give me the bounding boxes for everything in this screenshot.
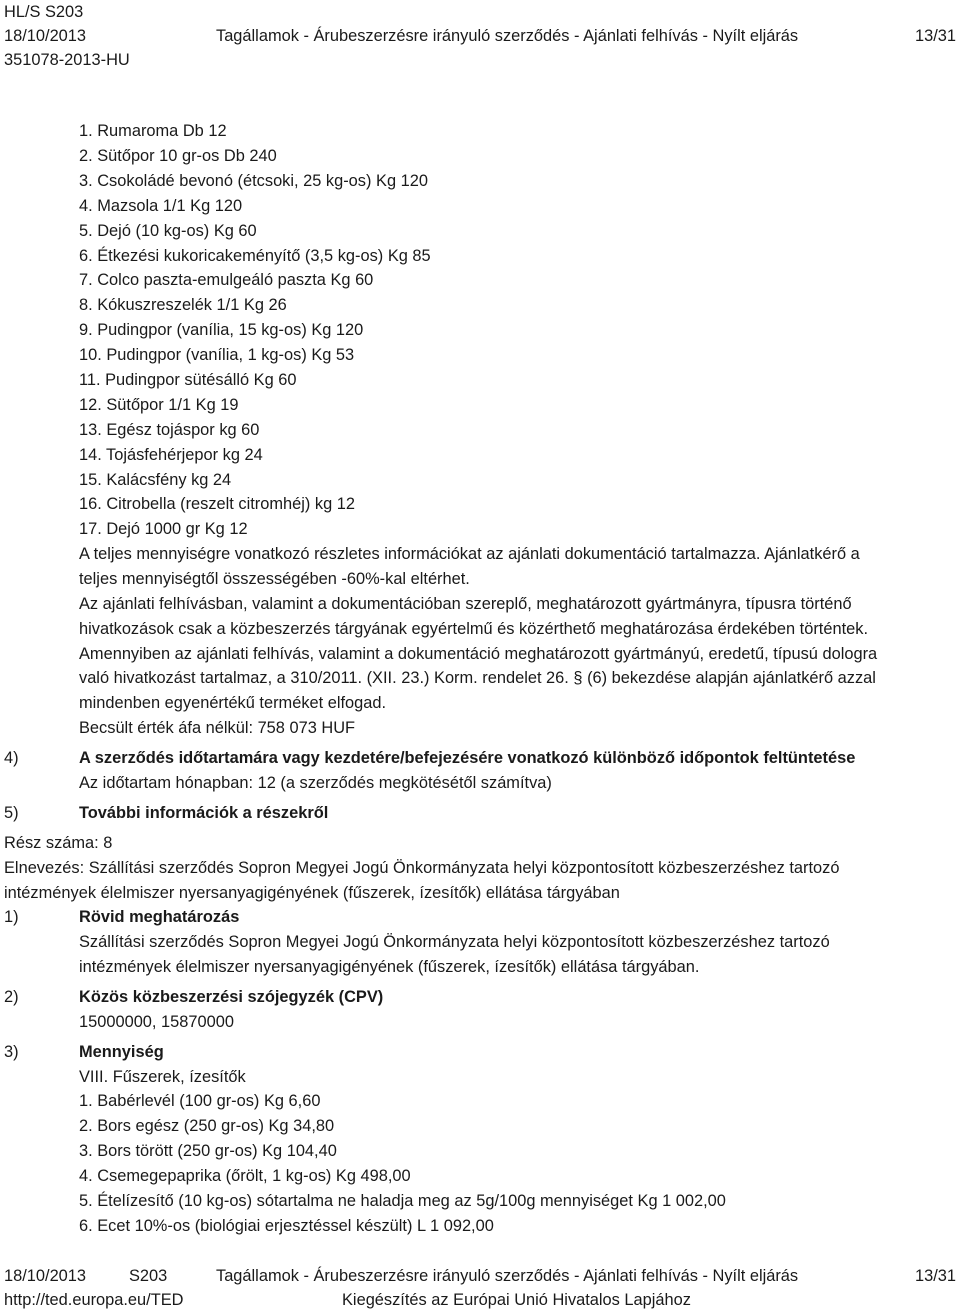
list-item: 15. Kalácsfény kg 24 (79, 471, 232, 489)
paragraph-line: A teljes mennyiségre vonatkozó részletes információkat az ajánlati dokumentáció tartalmazza. Ajánlatkérő a (79, 545, 860, 563)
paragraph-line: Amennyiben az ajánlati felhívás, valamint a dokumentáció meghatározott gyártmányú, eredetű, típusú dologra (79, 645, 878, 663)
footer-url: http://ted.europa.eu/TED (4, 1291, 184, 1309)
duration-text: Az időtartam hónapban: 12 (a szerződés megkötésétől számítva) (79, 774, 552, 792)
paragraph-line: hivatkozások csak a közbeszerzés tárgyának egyértelmű és közérthető meghatározása érdekében történtek. (79, 620, 868, 638)
list-item: 10. Pudingpor (vanília, 1 kg-os) Kg 53 (79, 346, 355, 364)
list-item: 5. Dejó (10 kg-os) Kg 60 (79, 222, 257, 240)
header-title: HL/S S203 (4, 3, 84, 21)
page-footer (0, 1264, 960, 1311)
header-doc-id: 351078-2013-HU (4, 51, 130, 69)
header-page-number: 13/31 (914, 27, 956, 45)
list-item: 14. Tojásfehérjepor kg 24 (79, 446, 263, 464)
section-heading: A szerződés időtartamára vagy kezdetére/befejezésére vonatkozó különböző időpontok feltüntetése (79, 749, 856, 767)
list-item: 13. Egész tojáspor kg 60 (79, 421, 260, 439)
description-line: intézmények élelmiszer nyersanyagigényének (fűszerek, ízesítők) ellátása tárgyában. (79, 958, 700, 976)
list-item: 8. Kókuszreszelék 1/1 Kg 26 (79, 296, 287, 314)
subsection-heading: Közös közbeszerzési szójegyzék (CPV) (79, 988, 384, 1006)
list-item: 12. Sütőpor 1/1 Kg 19 (79, 396, 239, 414)
description-line: Szállítási szerződés Sopron Megyei Jogú Önkormányzata helyi központosított közbeszerzéshez tartozó (79, 933, 830, 951)
footer-date: 18/10/2013 (4, 1267, 87, 1285)
list-item: 9. Pudingpor (vanília, 15 kg-os) Kg 120 (79, 321, 364, 339)
list-item: 3. Csokoládé bevonó (étcsoki, 25 kg-os) Kg 120 (79, 172, 428, 190)
list-item: 7. Colco paszta-emulgeáló paszta Kg 60 (79, 271, 374, 289)
list-item: 16. Citrobella (reszelt citromhéj) kg 12 (79, 495, 356, 513)
footer-supplement: Kiegészítés az Európai Unió Hivatalos Lapjához (342, 1291, 691, 1309)
paragraph-line: mindenben egyenértékű terméket elfogad. (79, 694, 387, 712)
list-item: 4. Csemegepaprika (őrölt, 1 kg-os) Kg 498,00 (79, 1167, 411, 1185)
cpv-codes: 15000000, 15870000 (79, 1013, 234, 1031)
list-item: 6. Ecet 10%-os (biológiai erjesztéssel készült) L 1 092,00 (79, 1217, 494, 1235)
footer-center-text: Tagállamok - Árubeszerzésre irányuló szerződés - Ajánlati felhívás - Nyílt eljárás (216, 1267, 799, 1285)
subsection-heading: Mennyiség (79, 1043, 164, 1061)
header-date: 18/10/2013 (4, 27, 87, 45)
part-name-line: intézmények élelmiszer nyersanyagigényének (fűszerek, ízesítők) ellátása tárgyában (4, 884, 620, 902)
list-item: 2. Bors egész (250 gr-os) Kg 34,80 (79, 1117, 335, 1135)
list-item: 1. Babérlevél (100 gr-os) Kg 6,60 (79, 1092, 321, 1110)
list-item: 3. Bors törött (250 gr-os) Kg 104,40 (79, 1142, 337, 1160)
part-number: Rész száma: 8 (4, 834, 113, 852)
category-label: VIII. Fűszerek, ízesítők (79, 1068, 246, 1086)
paragraph-line: Az ajánlati felhívásban, valamint a dokumentációban szereplő, meghatározott gyártmányra, típusra történő (79, 595, 852, 613)
list-item: 11. Pudingpor sütésálló Kg 60 (79, 371, 297, 389)
list-item: 5. Ételízesítő (10 kg-os) sótartalma ne haladja meg az 5g/100g mennyiséget Kg 1 002,00 (79, 1192, 726, 1210)
subsection-number: 2) (4, 988, 19, 1006)
section-number: 4) (4, 749, 19, 767)
subsection-number: 3) (4, 1043, 19, 1061)
paragraph-line: való hivatkozást tartalmaz, a 310/2011. (XII. 23.) Korm. rendelet 26. § (6) bekezdése alapján ajánlatkérő azzal (79, 669, 876, 687)
page-header (0, 0, 960, 72)
section-number: 5) (4, 804, 19, 822)
part-name-line: Elnevezés: Szállítási szerződés Sopron Megyei Jogú Önkormányzata helyi központosított közbeszerzéshez tartozó (4, 859, 840, 877)
header-center-text: Tagállamok - Árubeszerzésre irányuló szerződés - Ajánlati felhívás - Nyílt eljárás (216, 27, 799, 45)
list-item: 2. Sütőpor 10 gr-os Db 240 (79, 147, 277, 165)
section-heading: További információk a részekről (79, 804, 329, 822)
footer-series: S203 (129, 1267, 168, 1285)
footer-page-number: 13/31 (914, 1267, 956, 1285)
estimated-value: Becsült érték áfa nélkül: 758 073 HUF (79, 719, 356, 737)
list-item: 1. Rumaroma Db 12 (79, 122, 227, 140)
subsection-heading: Rövid meghatározás (79, 908, 240, 926)
list-item: 4. Mazsola 1/1 Kg 120 (79, 197, 243, 215)
list-item: 17. Dejó 1000 gr Kg 12 (79, 520, 248, 538)
subsection-number: 1) (4, 908, 19, 926)
list-item: 6. Étkezési kukoricakeményítő (3,5 kg-os) Kg 85 (79, 247, 431, 265)
paragraph-line: teljes mennyiségtől összességében -60%-kal eltérhet. (79, 570, 470, 588)
